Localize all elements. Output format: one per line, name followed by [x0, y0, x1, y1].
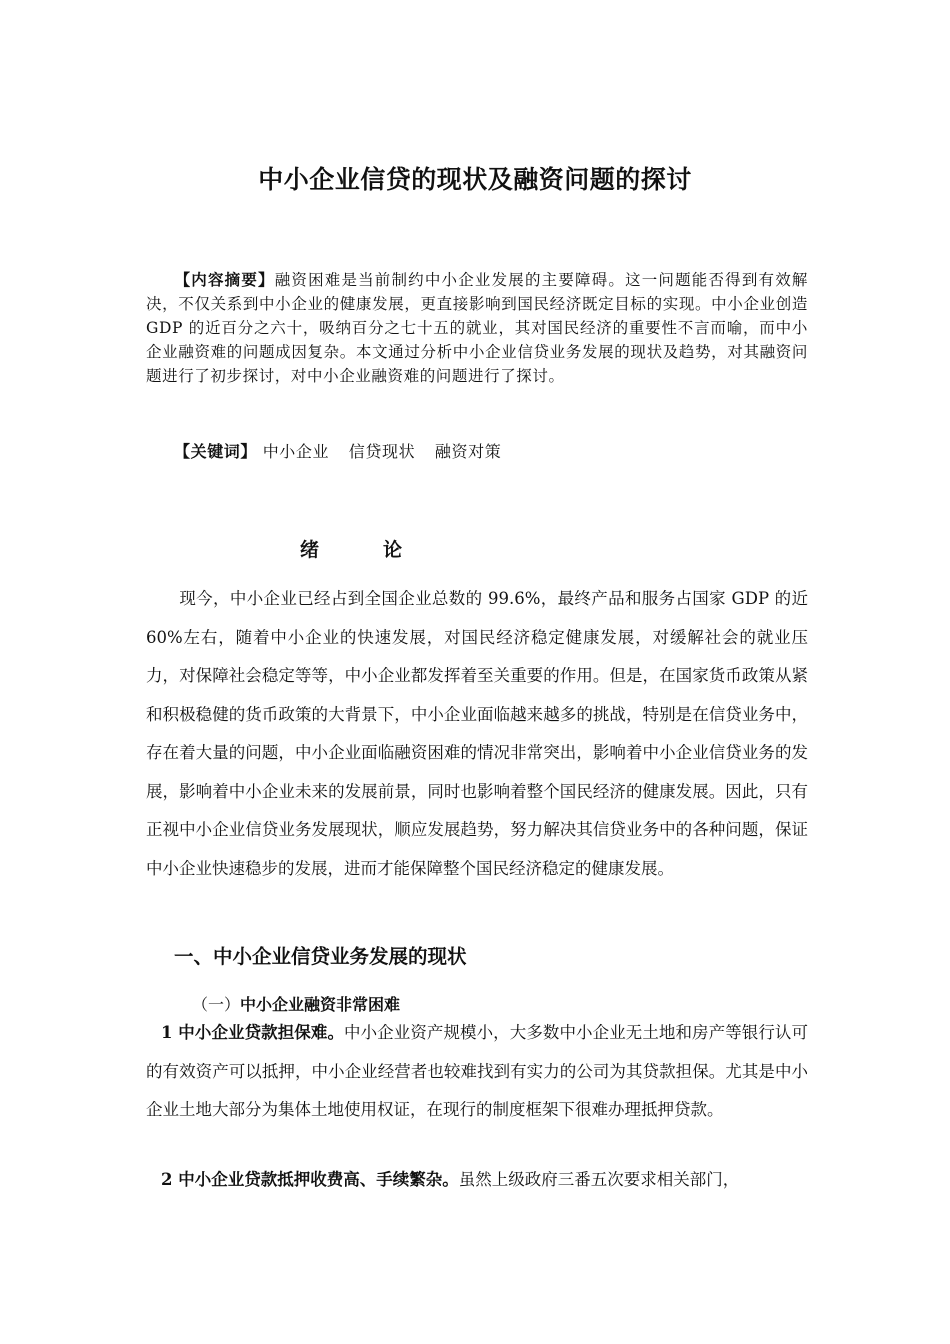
abstract-text: 融资困难是当前制约中小企业发展的主要障碍。这一问题能否得到有效解决，不仅关系到中小企业的健康发展，更直接影响到国民经济既定目标的实现。中小企业创造 GDP 的近百分之六十，吸纳百分之七十五的就业，其对国民经济的重要性不言而喻，而中小企业融资难的问题成因复杂。本文通过分析中小企业信贷业务发展的现状及趋势，对其融资问题进行了初步探讨，对中小企业融资难的问题进行了探讨。 [146, 271, 809, 385]
subsection-prefix: （一） [192, 995, 241, 1014]
point-text: 虽然上级政府三番五次要求相关部门， [458, 1170, 740, 1189]
abstract-paragraph [146, 268, 808, 388]
intro-heading: 绪论 [300, 539, 467, 561]
intro-paragraph [146, 580, 808, 888]
point-text: 中小企业资产规模小，大多数中小企业无土地和房产等银行认可的有效资产可以抵押，中小企业经营者也较难找到有实力的公司为其贷款担保。尤其是中小企业土地大部分为集体土地使用权证，在现行的制度框架下很难办理抵押贷款。 [146, 1023, 808, 1119]
point-paragraph [146, 1161, 808, 1200]
abstract-label: 【内容摘要】 [174, 271, 275, 289]
keyword-item: 融资对策 [434, 442, 502, 461]
point-paragraph [146, 1014, 808, 1130]
point-lead: 1 中小企业贷款担保难。 [161, 1023, 345, 1042]
point-lead: 2 中小企业贷款抵押收费高、手续繁杂。 [161, 1170, 459, 1189]
subsection-title: 中小企业融资非常困难 [240, 995, 401, 1014]
keywords-line [174, 440, 515, 464]
document-title: 中小企业信贷的现状及融资问题的探讨 [258, 165, 692, 194]
section-heading: 一、中小企业信贷业务发展的现状 [174, 945, 467, 968]
keyword-item: 信贷现状 [348, 442, 416, 461]
intro-text: 现今，中小企业已经占到全国企业总数的 99.6%，最终产品和服务占国家 GDP 的近 60%左右，随着中小企业的快速发展，对国民经济稳定健康发展，对缓解社会的就业压力，对保障社会稳定等等，中小企业都发挥着至关重要的作用。但是，在国家货币政策从紧和积极稳健的货币政策的大背景下，中小企业面临越来越多的挑战，特别是在信贷业务中，存在着大量的问题，中小企业面临融资困难的情况非常突出，影响着中小企业信贷业务的发展，影响着中小企业未来的发展前景，同时也影响着整个国民经济的健康发展。因此，只有正视中小企业信贷业务发展现状，顺应发展趋势，努力解决其信贷业务中的各种问题，保证中小企业快速稳步的发展，进而才能保障整个国民经济稳定的健康发展。 [146, 589, 808, 878]
keywords-label: 【关键词】 [174, 442, 258, 461]
keyword-item: 中小企业 [262, 442, 330, 461]
